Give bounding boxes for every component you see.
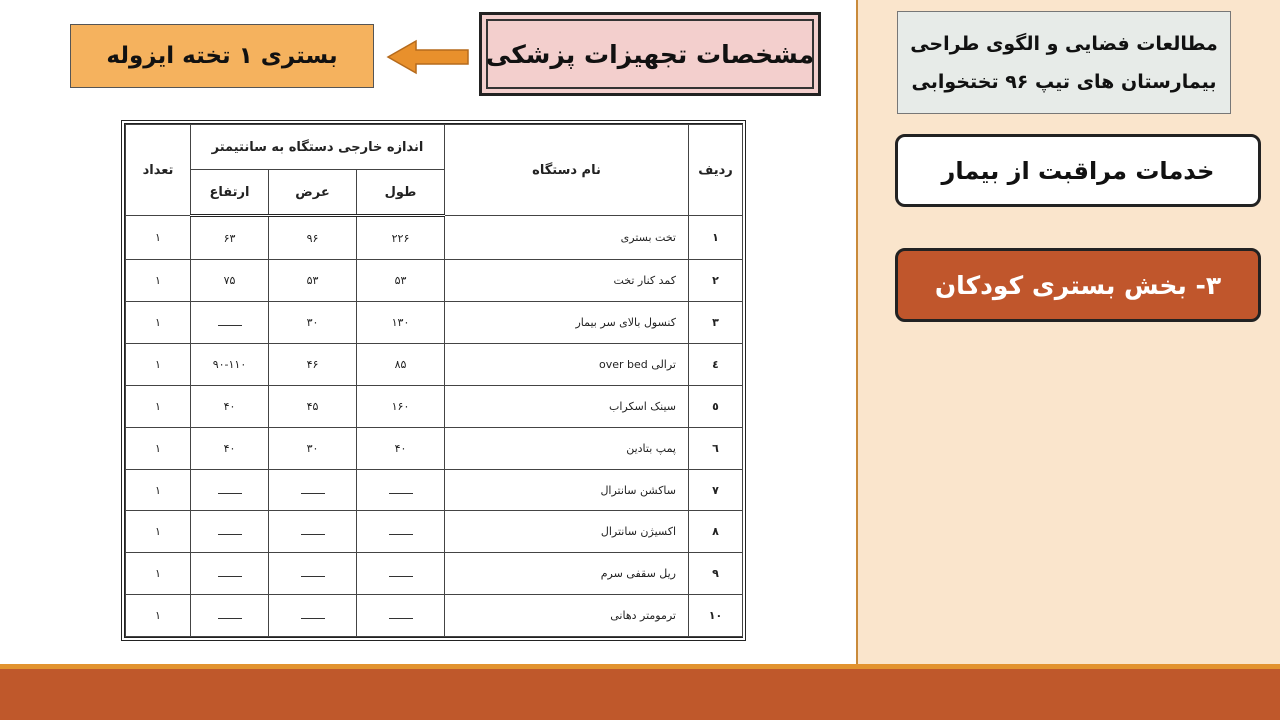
empty-dash bbox=[389, 610, 413, 619]
cell-height: ۹۰-۱۱۰ bbox=[191, 344, 269, 386]
empty-dash bbox=[301, 485, 325, 494]
header-width: عرض bbox=[269, 170, 357, 216]
patient-care-label: خدمات مراقبت از بیمار bbox=[895, 134, 1261, 207]
pediatric-ward-label: ۳- بخش بستری کودکان bbox=[895, 248, 1261, 322]
cell-count: ۱ bbox=[126, 302, 191, 344]
cell-idx: ۷ bbox=[689, 469, 743, 511]
table-row bbox=[126, 216, 743, 260]
equipment-table bbox=[121, 120, 746, 641]
cell-height bbox=[191, 595, 269, 637]
cell-width bbox=[269, 595, 357, 637]
table-row bbox=[126, 553, 743, 595]
cell-width: ۹۶ bbox=[269, 216, 357, 260]
cell-width: ۳۰ bbox=[269, 427, 357, 469]
empty-dash bbox=[218, 610, 242, 619]
table-row bbox=[126, 511, 743, 553]
cell-width bbox=[269, 511, 357, 553]
empty-dash bbox=[389, 485, 413, 494]
cell-width: ۴۶ bbox=[269, 344, 357, 386]
cell-idx: ٥ bbox=[689, 385, 743, 427]
cell-width: ۴۵ bbox=[269, 385, 357, 427]
empty-dash bbox=[218, 317, 242, 326]
cell-height bbox=[191, 302, 269, 344]
table-row bbox=[126, 385, 743, 427]
cell-name: تخت بستری bbox=[445, 216, 689, 260]
empty-dash bbox=[218, 526, 242, 535]
cell-height bbox=[191, 553, 269, 595]
cell-count: ۱ bbox=[126, 385, 191, 427]
cell-length: ۱۳۰ bbox=[357, 302, 445, 344]
table-row bbox=[126, 595, 743, 637]
cell-name: سینک اسکراب bbox=[445, 385, 689, 427]
cell-count: ۱ bbox=[126, 511, 191, 553]
header-height: ارتفاع bbox=[191, 170, 269, 216]
cell-name: کمد کنار تخت bbox=[445, 260, 689, 302]
empty-dash bbox=[301, 526, 325, 535]
cell-length: ۱۶۰ bbox=[357, 385, 445, 427]
cell-name: ترالی over bed bbox=[445, 344, 689, 386]
cell-name: ساکشن سانترال bbox=[445, 469, 689, 511]
empty-dash bbox=[218, 485, 242, 494]
cell-height bbox=[191, 469, 269, 511]
cell-name: پمپ بتادین bbox=[445, 427, 689, 469]
cell-count: ۱ bbox=[126, 553, 191, 595]
cell-name: ترمومتر دهانی bbox=[445, 595, 689, 637]
cell-width bbox=[269, 553, 357, 595]
empty-dash bbox=[301, 610, 325, 619]
empty-dash bbox=[218, 568, 242, 577]
table-row bbox=[126, 427, 743, 469]
sidebar-panel bbox=[856, 0, 1280, 664]
cell-count: ۱ bbox=[126, 595, 191, 637]
cell-count: ۱ bbox=[126, 344, 191, 386]
cell-length: ۲۲۶ bbox=[357, 216, 445, 260]
table-row bbox=[126, 302, 743, 344]
cell-idx: ۳ bbox=[689, 302, 743, 344]
empty-dash bbox=[301, 568, 325, 577]
cell-count: ۱ bbox=[126, 216, 191, 260]
equipment-spec-title: مشخصات تجهیزات پزشکی bbox=[479, 12, 821, 96]
cell-length: ۴۰ bbox=[357, 427, 445, 469]
empty-dash bbox=[389, 526, 413, 535]
cell-length bbox=[357, 511, 445, 553]
table-row bbox=[126, 344, 743, 386]
cell-height bbox=[191, 511, 269, 553]
cell-name: کنسول بالای سر بیمار bbox=[445, 302, 689, 344]
table-row bbox=[126, 469, 743, 511]
header-length: طول bbox=[357, 170, 445, 216]
study-title: مطالعات فضایی و الگوی طراحی بیمارستان های تیپ ۹۶ تختخوابی bbox=[897, 11, 1231, 114]
empty-dash bbox=[389, 568, 413, 577]
cell-idx: ۲ bbox=[689, 260, 743, 302]
cell-width: ۳۰ bbox=[269, 302, 357, 344]
table-row bbox=[126, 260, 743, 302]
cell-height: ۴۰ bbox=[191, 385, 269, 427]
cell-idx: ۸ bbox=[689, 511, 743, 553]
cell-length bbox=[357, 469, 445, 511]
cell-count: ۱ bbox=[126, 260, 191, 302]
cell-height: ۷۵ bbox=[191, 260, 269, 302]
cell-idx: ٤ bbox=[689, 344, 743, 386]
cell-idx: ۱۰ bbox=[689, 595, 743, 637]
cell-count: ۱ bbox=[126, 469, 191, 511]
header-dimensions: اندازه خارجی دستگاه به سانتیمتر bbox=[191, 125, 445, 170]
cell-width: ۵۳ bbox=[269, 260, 357, 302]
header-row-number: ردیف bbox=[689, 125, 743, 216]
cell-name: ریل سقفی سرم bbox=[445, 553, 689, 595]
cell-idx: ۹ bbox=[689, 553, 743, 595]
cell-name: اکسیژن سانترال bbox=[445, 511, 689, 553]
header-count: تعداد bbox=[126, 125, 191, 216]
cell-length bbox=[357, 595, 445, 637]
cell-length: ۵۳ bbox=[357, 260, 445, 302]
cell-idx: ۱ bbox=[689, 216, 743, 260]
footer-band bbox=[0, 669, 1280, 720]
cell-height: ۶۳ bbox=[191, 216, 269, 260]
cell-width bbox=[269, 469, 357, 511]
bed-type-label: بستری ۱ تخته ایزوله bbox=[70, 24, 374, 88]
cell-idx: ٦ bbox=[689, 427, 743, 469]
cell-length: ۸۵ bbox=[357, 344, 445, 386]
left-arrow-icon bbox=[386, 38, 470, 76]
cell-count: ۱ bbox=[126, 427, 191, 469]
cell-height: ۴۰ bbox=[191, 427, 269, 469]
header-device-name: نام دستگاه bbox=[445, 125, 689, 216]
cell-length bbox=[357, 553, 445, 595]
